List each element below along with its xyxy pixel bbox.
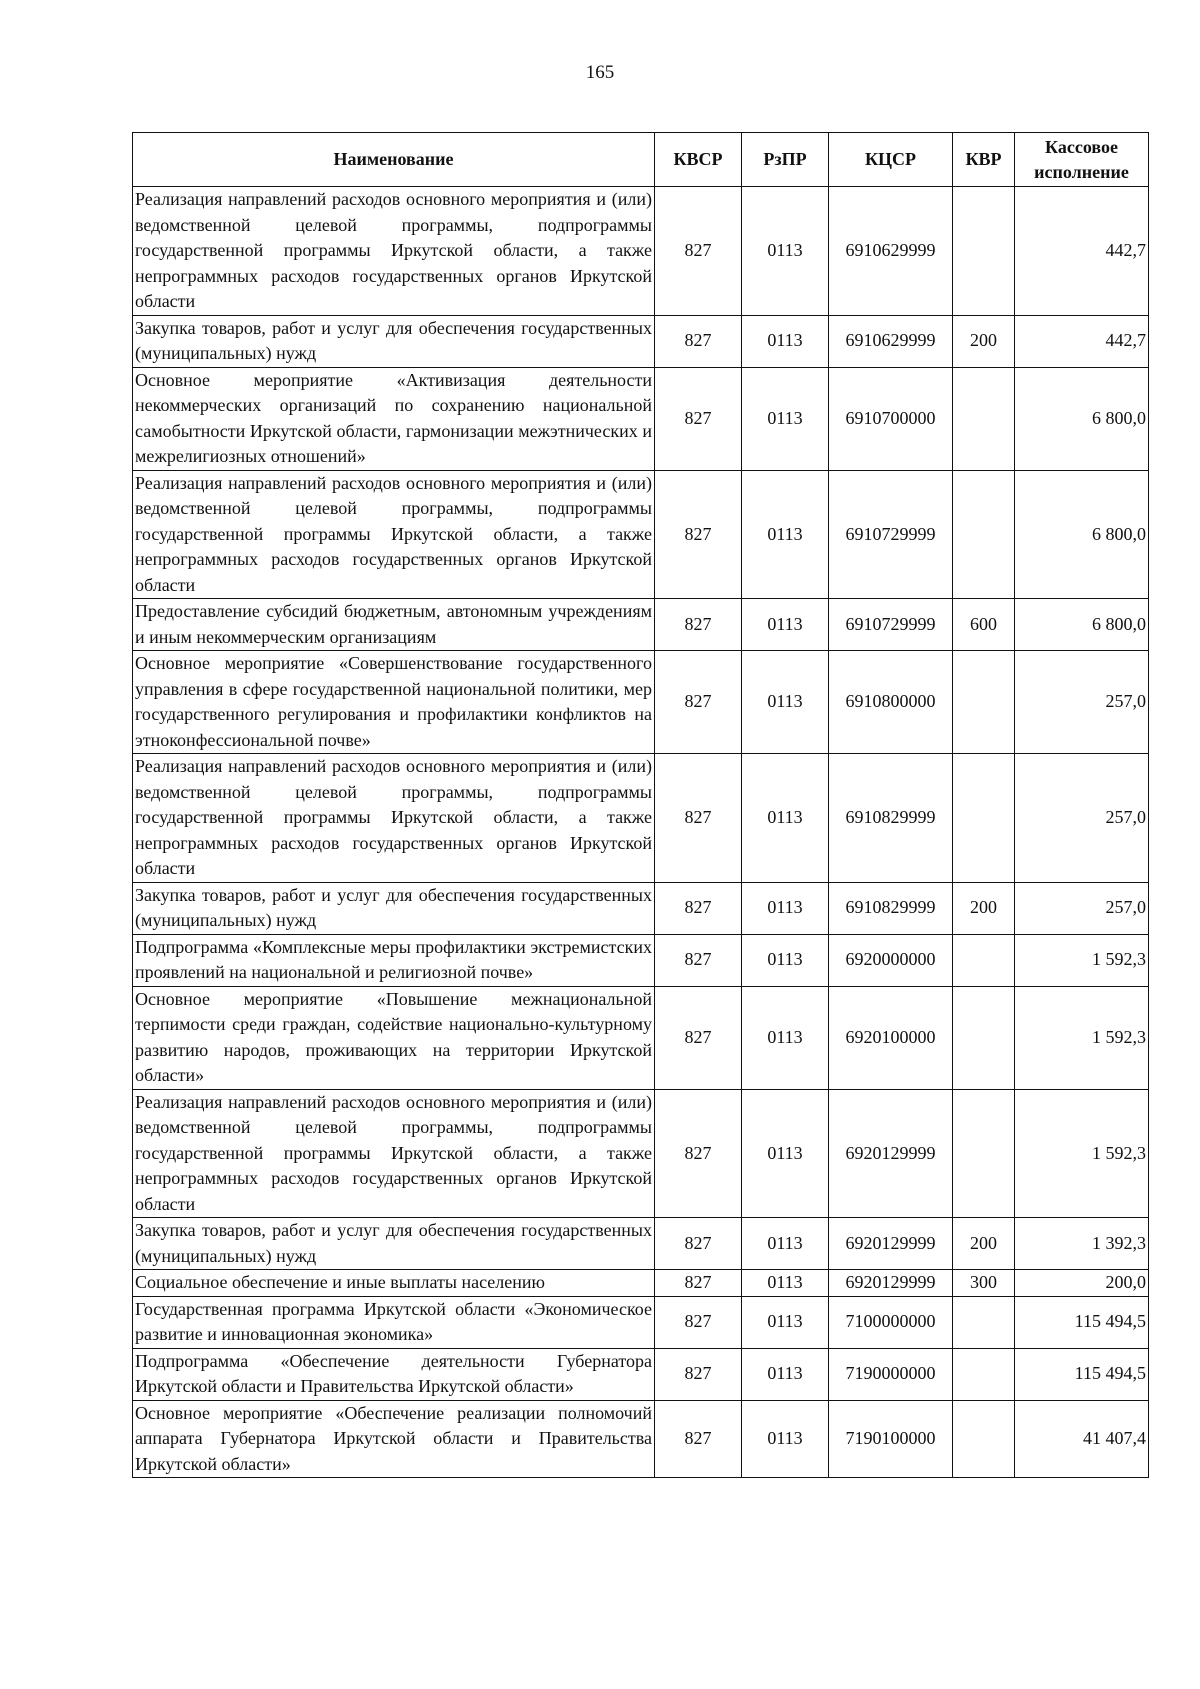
cell-name: Подпрограмма «Комплексные меры профилактики экстремистских проявлений на национальной и религиозной почве» xyxy=(133,934,655,986)
cell-kvsr: 827 xyxy=(655,470,742,599)
cell-kvr xyxy=(953,934,1015,986)
cell-kvsr: 827 xyxy=(655,754,742,883)
cell-kvr xyxy=(953,367,1015,470)
cell-kvr xyxy=(953,187,1015,316)
header-kvr: КВР xyxy=(953,133,1015,187)
cell-kvsr: 827 xyxy=(655,651,742,754)
cell-kvsr: 827 xyxy=(655,315,742,367)
cell-kvsr: 827 xyxy=(655,986,742,1089)
cell-amount: 257,0 xyxy=(1015,882,1149,934)
cell-kcsr: 7190000000 xyxy=(829,1348,953,1400)
header-name: Наименование xyxy=(133,133,655,187)
table-row xyxy=(133,1089,1149,1218)
header-amount: Кассовое исполнение xyxy=(1015,133,1149,187)
cell-kcsr: 6910629999 xyxy=(829,315,953,367)
cell-amount: 1 592,3 xyxy=(1015,986,1149,1089)
cell-amount: 257,0 xyxy=(1015,754,1149,883)
header-kvsr: КВСР xyxy=(655,133,742,187)
cell-rzpr: 0113 xyxy=(742,1348,829,1400)
table-row xyxy=(133,599,1149,651)
cell-kvsr: 827 xyxy=(655,934,742,986)
cell-rzpr: 0113 xyxy=(742,1218,829,1270)
cell-rzpr: 0113 xyxy=(742,882,829,934)
cell-rzpr: 0113 xyxy=(742,187,829,316)
cell-name: Реализация направлений расходов основного мероприятия и (или) ведомственной целевой программы, подпрограммы государственной программы Иркутской области, а также непрограммных расходов государственных органов Иркутской области xyxy=(133,187,655,316)
cell-name: Реализация направлений расходов основного мероприятия и (или) ведомственной целевой программы, подпрограммы государственной программы Иркутской области, а также непрограммных расходов государственных органов Иркутской области xyxy=(133,754,655,883)
cell-name: Закупка товаров, работ и услуг для обеспечения государственных (муниципальных) нужд xyxy=(133,1218,655,1270)
cell-kvsr: 827 xyxy=(655,1348,742,1400)
cell-rzpr: 0113 xyxy=(742,315,829,367)
table-row xyxy=(133,1270,1149,1297)
cell-name: Социальное обеспечение и иные выплаты населению xyxy=(133,1270,655,1297)
cell-rzpr: 0113 xyxy=(742,1270,829,1297)
cell-rzpr: 0113 xyxy=(742,651,829,754)
cell-kvr: 200 xyxy=(953,315,1015,367)
cell-kcsr: 6910729999 xyxy=(829,470,953,599)
table-row xyxy=(133,470,1149,599)
table-row xyxy=(133,934,1149,986)
cell-rzpr: 0113 xyxy=(742,470,829,599)
cell-name: Основное мероприятие «Совершенствование государственного управления в сфере государственной национальной политики, мер государственного регулирования и профилактики конфликтов на этноконфессиональной почве» xyxy=(133,651,655,754)
cell-kvr xyxy=(953,470,1015,599)
table-row xyxy=(133,1400,1149,1478)
table-row xyxy=(133,315,1149,367)
cell-kvsr: 827 xyxy=(655,1296,742,1348)
cell-name: Подпрограмма «Обеспечение деятельности Губернатора Иркутской области и Правительства Иркутской области» xyxy=(133,1348,655,1400)
cell-kcsr: 6920129999 xyxy=(829,1089,953,1218)
cell-kvr: 600 xyxy=(953,599,1015,651)
cell-kcsr: 6910829999 xyxy=(829,754,953,883)
cell-name: Основное мероприятие «Повышение межнациональной терпимости среди граждан, содействие национально-культурному развитию народов, проживающих на территории Иркутской области» xyxy=(133,986,655,1089)
cell-amount: 115 494,5 xyxy=(1015,1296,1149,1348)
cell-name: Предоставление субсидий бюджетным, автономным учреждениям и иным некоммерческим организациям xyxy=(133,599,655,651)
cell-kcsr: 6910700000 xyxy=(829,367,953,470)
cell-kvsr: 827 xyxy=(655,1400,742,1478)
cell-kcsr: 6920000000 xyxy=(829,934,953,986)
cell-rzpr: 0113 xyxy=(742,599,829,651)
budget-table xyxy=(132,132,1149,1478)
table-row xyxy=(133,882,1149,934)
cell-rzpr: 0113 xyxy=(742,934,829,986)
table-row xyxy=(133,1348,1149,1400)
cell-amount: 6 800,0 xyxy=(1015,470,1149,599)
header-rzpr: РзПР xyxy=(742,133,829,187)
cell-kcsr: 6910729999 xyxy=(829,599,953,651)
cell-kvsr: 827 xyxy=(655,1089,742,1218)
cell-kvsr: 827 xyxy=(655,1270,742,1297)
table-row xyxy=(133,1218,1149,1270)
table-row xyxy=(133,367,1149,470)
cell-amount: 1 592,3 xyxy=(1015,934,1149,986)
cell-name: Государственная программа Иркутской области «Экономическое развитие и инновационная экономика» xyxy=(133,1296,655,1348)
cell-rzpr: 0113 xyxy=(742,754,829,883)
cell-amount: 200,0 xyxy=(1015,1270,1149,1297)
cell-kvr xyxy=(953,1089,1015,1218)
table-row xyxy=(133,754,1149,883)
header-kcsr: КЦСР xyxy=(829,133,953,187)
cell-amount: 1 392,3 xyxy=(1015,1218,1149,1270)
table-row xyxy=(133,651,1149,754)
cell-amount: 115 494,5 xyxy=(1015,1348,1149,1400)
cell-kcsr: 6910800000 xyxy=(829,651,953,754)
cell-name: Основное мероприятие «Обеспечение реализации полномочий аппарата Губернатора Иркутской области и Правительства Иркутской области» xyxy=(133,1400,655,1478)
table-header-row xyxy=(133,133,1149,187)
cell-amount: 41 407,4 xyxy=(1015,1400,1149,1478)
table-row xyxy=(133,187,1149,316)
cell-kcsr: 6920100000 xyxy=(829,986,953,1089)
cell-amount: 442,7 xyxy=(1015,187,1149,316)
table-row xyxy=(133,986,1149,1089)
table-row xyxy=(133,1296,1149,1348)
cell-rzpr: 0113 xyxy=(742,986,829,1089)
cell-kvr: 300 xyxy=(953,1270,1015,1297)
page-number: 165 xyxy=(585,62,615,83)
cell-kcsr: 6920129999 xyxy=(829,1218,953,1270)
cell-kvr xyxy=(953,1400,1015,1478)
cell-kcsr: 6920129999 xyxy=(829,1270,953,1297)
cell-amount: 442,7 xyxy=(1015,315,1149,367)
cell-kvr xyxy=(953,651,1015,754)
cell-amount: 1 592,3 xyxy=(1015,1089,1149,1218)
cell-name: Реализация направлений расходов основного мероприятия и (или) ведомственной целевой программы, подпрограммы государственной программы Иркутской области, а также непрограммных расходов государственных органов Иркутской области xyxy=(133,1089,655,1218)
cell-kvr: 200 xyxy=(953,1218,1015,1270)
cell-name: Закупка товаров, работ и услуг для обеспечения государственных (муниципальных) нужд xyxy=(133,315,655,367)
cell-name: Основное мероприятие «Активизация деятельности некоммерческих организаций по сохранению национальной самобытности Иркутской области, гармонизации межэтнических и межрелигиозных отношений» xyxy=(133,367,655,470)
cell-name: Реализация направлений расходов основного мероприятия и (или) ведомственной целевой программы, подпрограммы государственной программы Иркутской области, а также непрограммных расходов государственных органов Иркутской области xyxy=(133,470,655,599)
cell-rzpr: 0113 xyxy=(742,1296,829,1348)
cell-kcsr: 7190100000 xyxy=(829,1400,953,1478)
cell-rzpr: 0113 xyxy=(742,367,829,470)
cell-amount: 257,0 xyxy=(1015,651,1149,754)
cell-kvr: 200 xyxy=(953,882,1015,934)
cell-kvsr: 827 xyxy=(655,599,742,651)
cell-kvr xyxy=(953,1348,1015,1400)
cell-kvsr: 827 xyxy=(655,882,742,934)
cell-kvr xyxy=(953,986,1015,1089)
cell-rzpr: 0113 xyxy=(742,1400,829,1478)
cell-amount: 6 800,0 xyxy=(1015,367,1149,470)
cell-amount: 6 800,0 xyxy=(1015,599,1149,651)
cell-name: Закупка товаров, работ и услуг для обеспечения государственных (муниципальных) нужд xyxy=(133,882,655,934)
cell-kvsr: 827 xyxy=(655,367,742,470)
cell-rzpr: 0113 xyxy=(742,1089,829,1218)
cell-kcsr: 7100000000 xyxy=(829,1296,953,1348)
cell-kvsr: 827 xyxy=(655,1218,742,1270)
cell-kvr xyxy=(953,754,1015,883)
cell-kcsr: 6910829999 xyxy=(829,882,953,934)
cell-kvsr: 827 xyxy=(655,187,742,316)
cell-kvr xyxy=(953,1296,1015,1348)
cell-kcsr: 6910629999 xyxy=(829,187,953,316)
